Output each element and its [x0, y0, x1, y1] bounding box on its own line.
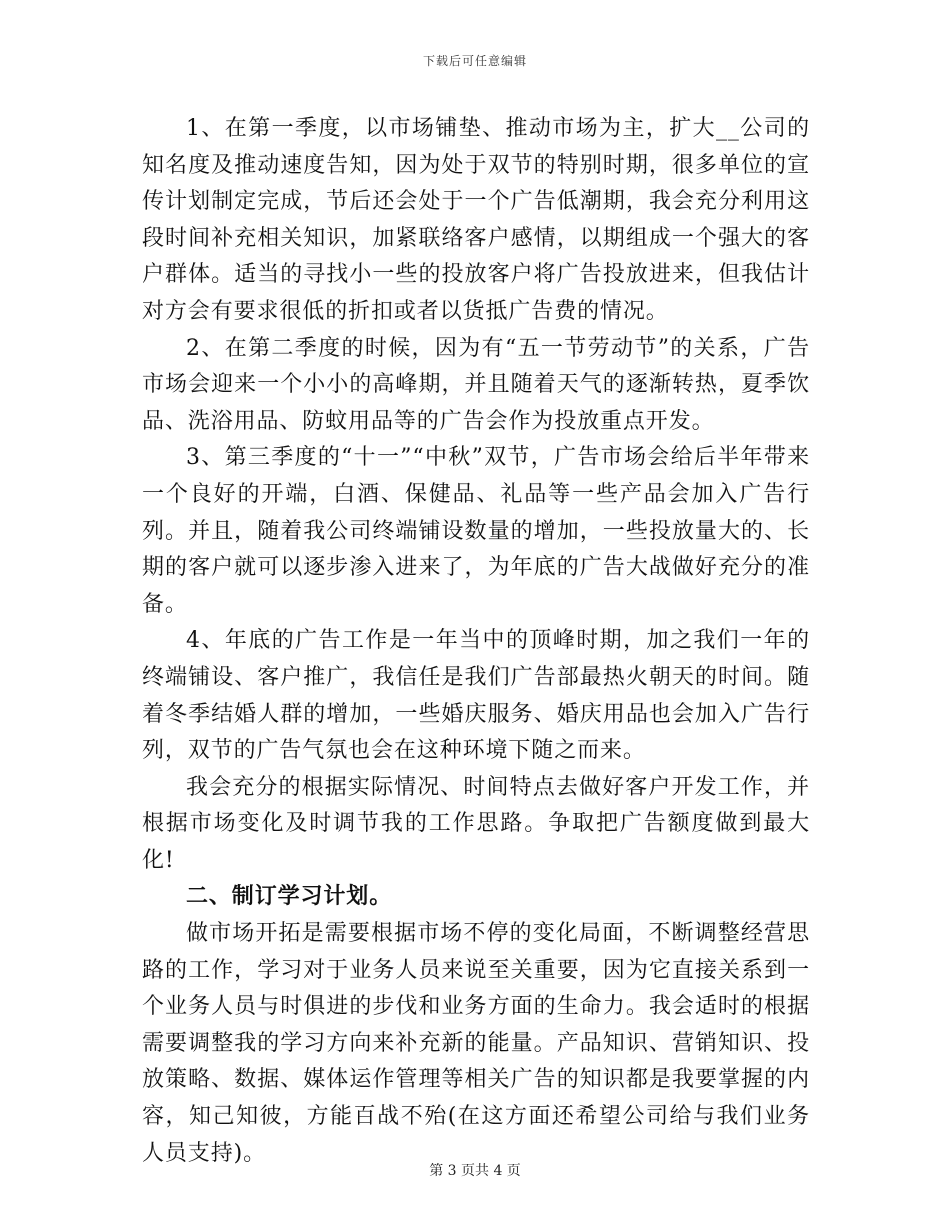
paragraph-q4: 4、年底的广告工作是一年当中的顶峰时期，加之我们一年的终端铺设、客户推广，我信任是我们广告部最热火朝天的时间。随着冬季结婚人群的增加，一些婚庆服务、婚庆用品也会加入广告行列，双节的广告气氛也会在这种环境下随之而来。 [142, 628, 810, 764]
page-number-footer: 第 3 页共 4 页 [429, 1163, 521, 1179]
document-body [142, 111, 810, 1172]
section-heading-study-plan: 二、制订学习计划。 [186, 884, 393, 910]
paragraph-study-plan: 做市场开拓是需要根据市场不停的变化局面，不断调整经营思路的工作，学习对于业务人员来说至关重要，因为它直接关系到一个业务人员与时俱进的步伐和业务方面的生命力。我会适时的根据需要调整我的学习方向来补充新的能量。产品知识、营销知识、投放策略、数据、媒体运作管理等相关广告的知识都是我要掌握的内容，知己知彼，方能百战不殆(在这方面还希望公司给与我们业务人员支持)。 [142, 921, 810, 1166]
page-header-note: 下载后可任意编辑 [422, 54, 527, 68]
paragraph-summary: 我会充分的根据实际情况、时间特点去做好客户开发工作，并根据市场变化及时调节我的工作思路。争取把广告额度做到最大化! [142, 774, 810, 873]
paragraph-q2: 2、在第二季度的时候，因为有“五一节劳动节”的关系，广告市场会迎来一个小小的高峰期，并且随着天气的逐渐转热，夏季饮品、洗浴用品、防蚊用品等的广告会作为投放重点开发。 [142, 335, 810, 434]
paragraph-q3: 3、第三季度的“十一”“中秋”双节，广告市场会给后半年带来一个良好的开端，白酒、保健品、礼品等一些产品会加入广告行列。并且，随着我公司终端铺设数量的增加，一些投放量大的、长期的客户就可以逐步渗入进来了，为年底的广告大战做好充分的准备。 [142, 445, 810, 617]
paragraph-q1: 1、在第一季度，以市场铺垫、推动市场为主，扩大__公司的知名度及推动速度告知，因为处于双节的特别时期，很多单位的宣传计划制定完成，节后还会处于一个广告低潮期，我会充分利用这段时间补充相关知识，加紧联络客户感情，以期组成一个强大的客户群体。适当的寻找小一些的投放客户将广告投放进来，但我估计对方会有要求很低的折扣或者以货抵广告费的情况。 [142, 116, 810, 324]
